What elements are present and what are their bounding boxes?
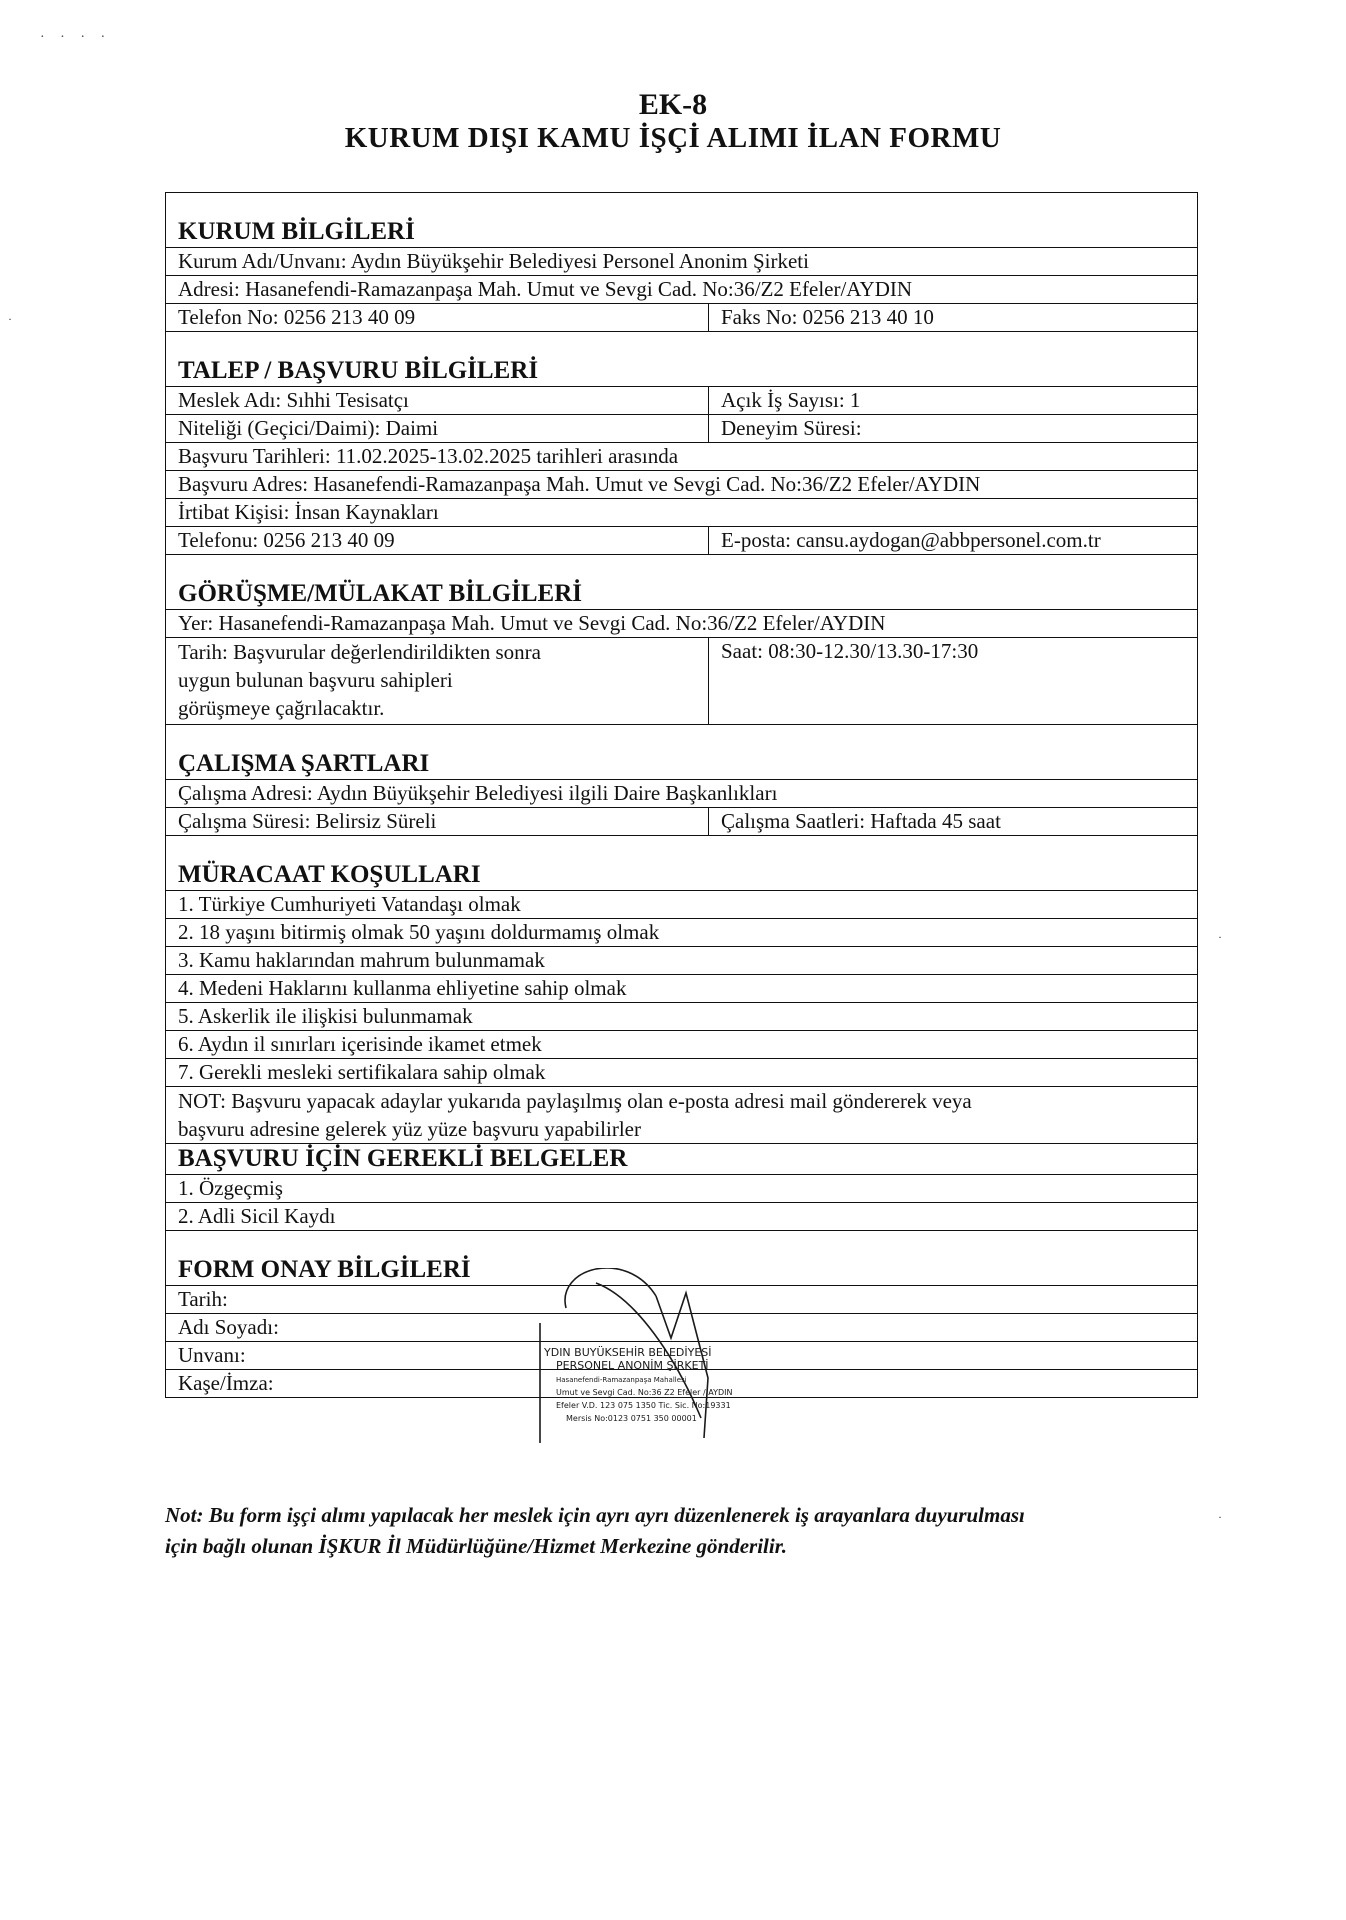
- job-name: Meslek Adı: Sıhhi Tesisatçı: [166, 387, 709, 414]
- condition-row: [166, 1002, 1197, 1030]
- section-title: ÇALIŞMA ŞARTLARI: [178, 750, 430, 777]
- section-title: KURUM BİLGİLERİ: [178, 218, 415, 245]
- condition-item: 1. Türkiye Cumhuriyeti Vatandaşı olmak: [178, 892, 521, 916]
- job-nature: Niteliği (Geçici/Daimi): Daimi: [166, 415, 709, 442]
- row-app-address: [166, 470, 1197, 498]
- approval-row: [166, 1341, 1197, 1369]
- section-talep: [166, 331, 1197, 386]
- form-code: EK-8: [638, 88, 708, 121]
- section-title: BAŞVURU İÇİN GEREKLİ BELGELER: [178, 1145, 628, 1172]
- row-work-terms: [166, 807, 1197, 835]
- row-work-address: [166, 779, 1197, 807]
- stamp-line: Umut ve Sevgi Cad. No:36 Z2 Efeler / AYDIN: [556, 1388, 733, 1397]
- condition-item: 2. 18 yaşını bitirmiş olmak 50 yaşını doldurmamış olmak: [178, 920, 660, 944]
- scan-dot: ·: [1218, 930, 1222, 944]
- approval-row: [166, 1369, 1197, 1397]
- condition-row: [166, 974, 1197, 1002]
- experience: Deneyim Süresi:: [721, 416, 862, 440]
- row-kurum-name: [166, 247, 1197, 275]
- stamp-line: Efeler V.D. 123 075 1350 Tic. Sic. No:19331: [556, 1401, 731, 1410]
- row-contact: [166, 498, 1197, 526]
- condition-item: 3. Kamu haklarından mahrum bulunmamak: [178, 948, 545, 972]
- condition-note: [166, 1087, 1197, 1143]
- row-dates: [166, 442, 1197, 470]
- scan-dot: ·: [1218, 1510, 1222, 1524]
- footnote-line: için bağlı olunan İŞKUR İl Müdürlüğüne/Hizmet Merkezine gönderilir.: [165, 1534, 787, 1558]
- interview-date-line: görüşmeye çağrılacaktır.: [178, 696, 385, 720]
- institution-fax: Faks No: 0256 213 40 10: [721, 305, 934, 329]
- interview-date-line: Tarih: Başvurular değerlendirildikten sonra: [178, 640, 541, 664]
- condition-note-row: [166, 1086, 1197, 1143]
- approval-name: Adı Soyadı:: [178, 1315, 279, 1339]
- row-job: [166, 386, 1197, 414]
- work-hours: Çalışma Saatleri: Haftada 45 saat: [721, 809, 1001, 833]
- section-onay: [166, 1230, 1197, 1285]
- interview-date-line: uygun bulunan başvuru sahipleri: [178, 668, 453, 692]
- row-app-phone: [166, 526, 1197, 554]
- work-address: Çalışma Adresi: Aydın Büyükşehir Belediyesi ilgili Daire Başkanlıkları: [178, 781, 778, 805]
- contact-person: İrtibat Kişisi: İnsan Kaynakları: [178, 500, 439, 524]
- condition-item: 4. Medeni Haklarını kullanma ehliyetine sahip olmak: [178, 976, 627, 1000]
- condition-row: [166, 946, 1197, 974]
- condition-row: [166, 1058, 1197, 1086]
- scan-dot: ·: [8, 312, 12, 326]
- section-title: TALEP / BAŞVURU BİLGİLERİ: [178, 357, 539, 384]
- form-title: KURUM DIŞI KAMU İŞÇİ ALIMI İLAN FORMU: [344, 122, 1002, 154]
- document-item: 2. Adli Sicil Kaydı: [178, 1204, 336, 1228]
- institution-address: Adresi: Hasanefendi-Ramazanpaşa Mah. Umut ve Sevgi Cad. No:36/Z2 Efeler/AYDIN: [178, 277, 913, 301]
- footnote: [165, 1500, 1196, 1562]
- condition-item: 5. Askerlik ile ilişkisi bulunmamak: [178, 1004, 473, 1028]
- row-nature: [166, 414, 1197, 442]
- condition-item: 7. Gerekli mesleki sertifikalara sahip olmak: [178, 1060, 546, 1084]
- interview-place: Yer: Hasanefendi-Ramazanpaşa Mah. Umut ve Sevgi Cad. No:36/Z2 Efeler/AYDIN: [178, 611, 886, 635]
- section-kurum: [166, 193, 1197, 247]
- row-kurum-contact: [166, 303, 1197, 331]
- section-title: MÜRACAAT KOŞULLARI: [178, 861, 481, 888]
- document-row: [166, 1202, 1197, 1230]
- announcement-form: [165, 192, 1198, 1398]
- condition-row: [166, 918, 1197, 946]
- approval-row: [166, 1285, 1197, 1313]
- approval-title: Unvanı:: [178, 1343, 246, 1367]
- condition-note-line: başvuru adresine gelerek yüz yüze başvuru yapabilirler: [178, 1117, 641, 1141]
- document-item: 1. Özgeçmiş: [178, 1176, 283, 1200]
- condition-note-line: NOT: Başvuru yapacak adaylar yukarıda paylaşılmış olan e-posta adresi mail göndererek veya: [178, 1089, 972, 1113]
- condition-row: [166, 890, 1197, 918]
- interview-time: Saat: 08:30-12.30/13.30-17:30: [721, 639, 979, 663]
- work-duration: Çalışma Süresi: Belirsiz Süreli: [166, 808, 709, 835]
- document-row: [166, 1174, 1197, 1202]
- section-gorusme: [166, 554, 1197, 609]
- application-dates: Başvuru Tarihleri: 11.02.2025-13.02.2025 tarihleri arasında: [178, 444, 679, 468]
- stamp-line: PERSONEL ANONİM ŞİRKETİ: [556, 1359, 709, 1372]
- approval-date: Tarih:: [178, 1287, 228, 1311]
- condition-item: 6. Aydın il sınırları içerisinde ikamet etmek: [178, 1032, 542, 1056]
- section-title: FORM ONAY BİLGİLERİ: [178, 1256, 471, 1283]
- row-place: [166, 609, 1197, 637]
- footnote-line: Not: Bu form işçi alımı yapılacak her meslek için ayrı ayrı düzenlenerek iş arayanlara duyurulması: [165, 1503, 1025, 1527]
- row-kurum-address: [166, 275, 1197, 303]
- stamp-line: YDIN BUYÜKSEHİR BELEDİYESİ: [544, 1346, 712, 1359]
- section-muracaat: [166, 835, 1197, 890]
- interview-date: [166, 638, 709, 724]
- condition-row: [166, 1030, 1197, 1058]
- section-title: GÖRÜŞME/MÜLAKAT BİLGİLERİ: [178, 580, 583, 607]
- institution-phone: Telefon No: 0256 213 40 09: [166, 304, 709, 331]
- contact-email: E-posta: cansu.aydogan@abbpersonel.com.tr: [721, 528, 1101, 552]
- row-interview-date: [166, 637, 1197, 724]
- institution-name: Kurum Adı/Unvanı: Aydın Büyükşehir Belediyesi Personel Anonim Şirketi: [178, 249, 809, 273]
- openings: Açık İş Sayısı: 1: [721, 388, 861, 412]
- section-calisma: [166, 724, 1197, 779]
- section-belgeler: [166, 1143, 1197, 1174]
- scan-specks: · · · ·: [40, 30, 112, 45]
- approval-row: [166, 1313, 1197, 1341]
- stamp-line: Mersis No:0123 0751 350 00001: [566, 1414, 697, 1423]
- stamp-line: Hasanefendi-Ramazanpaşa Mahallesi: [556, 1376, 687, 1384]
- approval-seal: Kaşe/İmza:: [178, 1371, 274, 1395]
- application-address: Başvuru Adres: Hasanefendi-Ramazanpaşa Mah. Umut ve Sevgi Cad. No:36/Z2 Efeler/AYDIN: [178, 472, 981, 496]
- contact-phone: Telefonu: 0256 213 40 09: [166, 527, 709, 554]
